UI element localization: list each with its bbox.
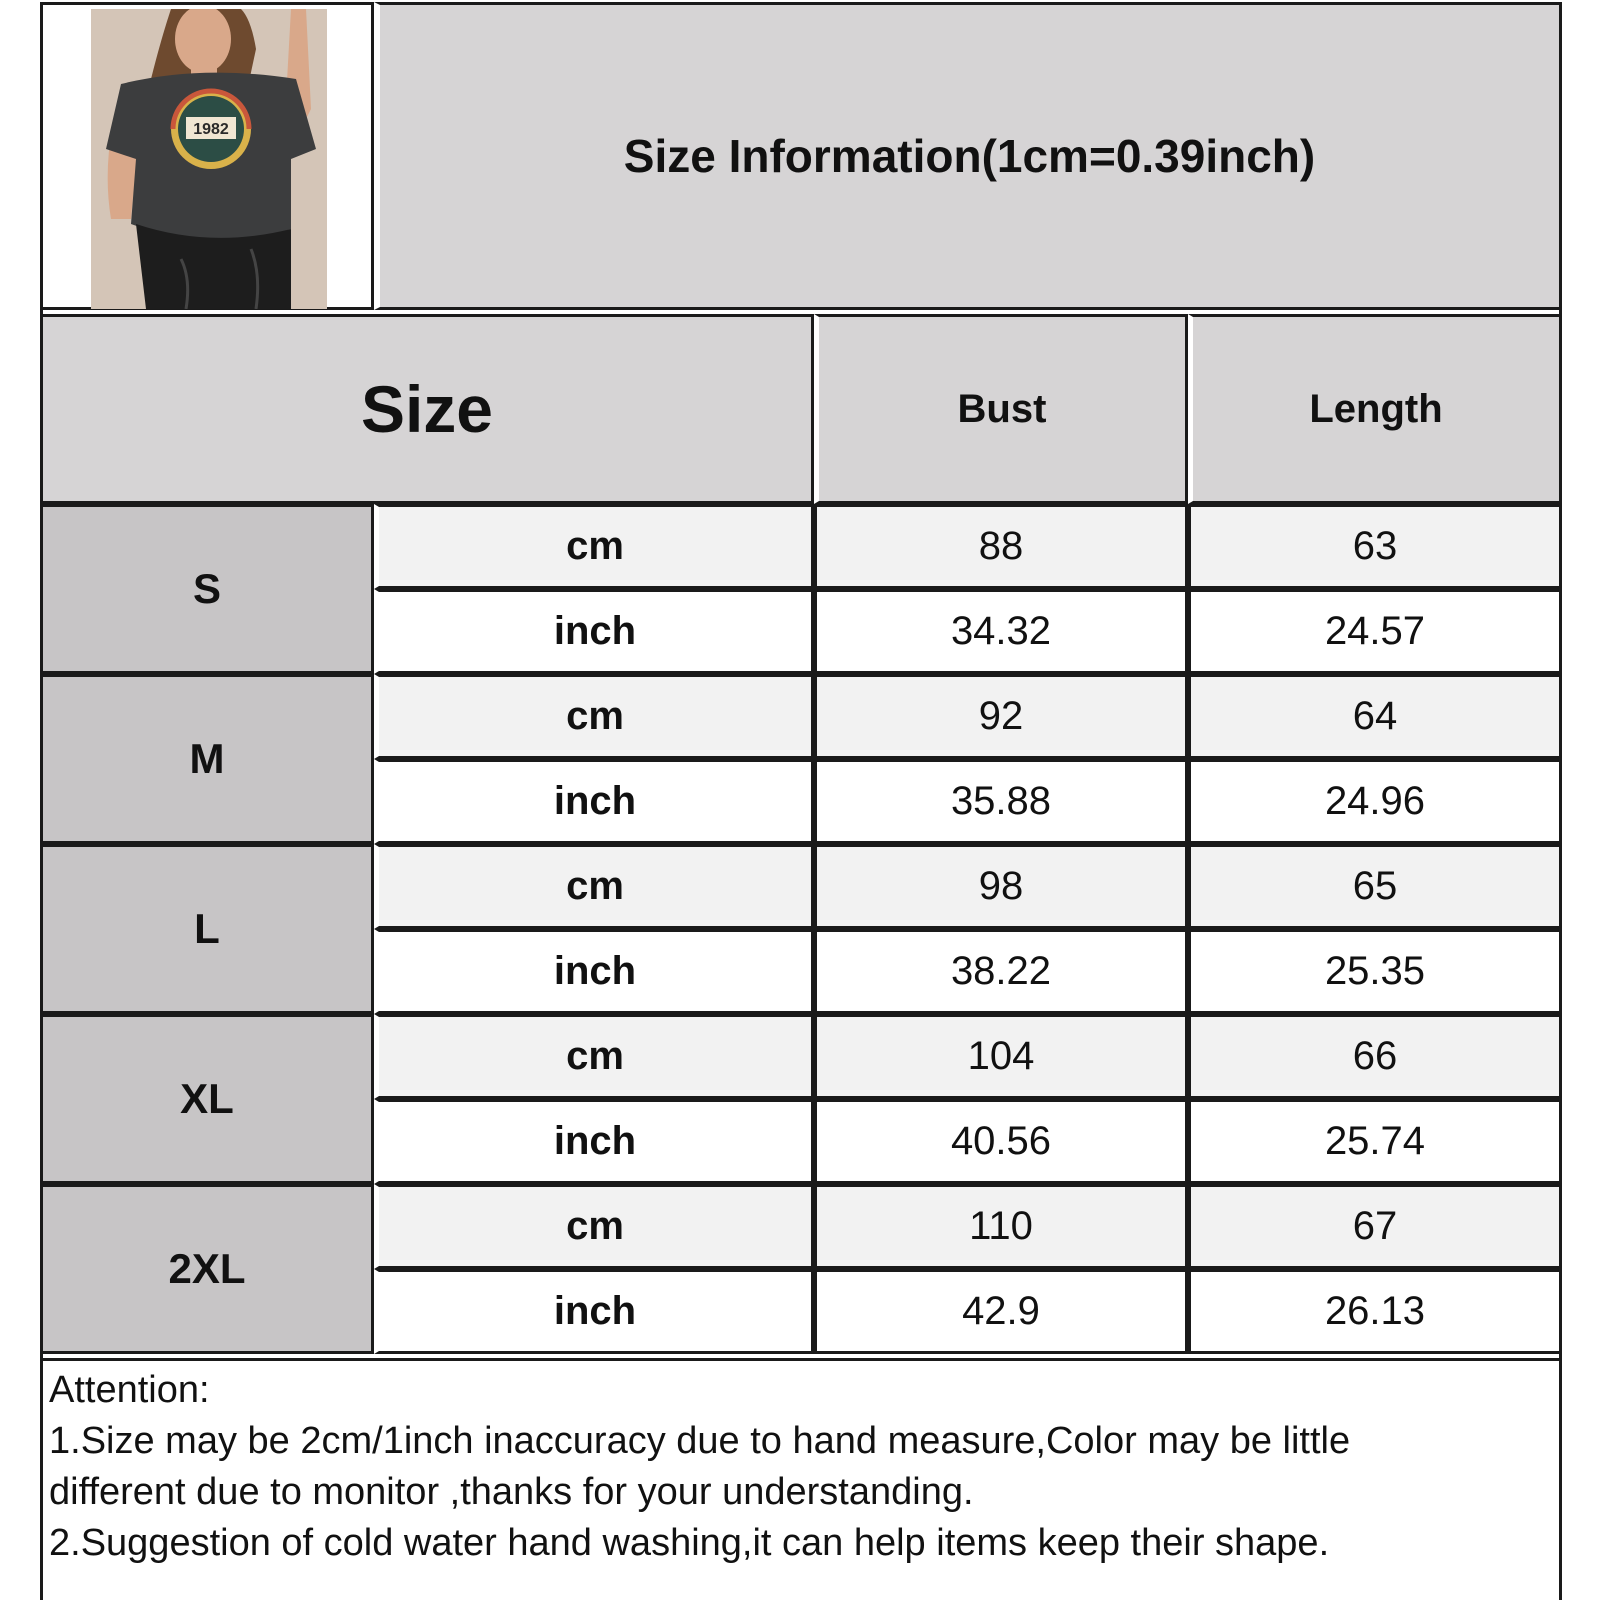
bust-cell: 104 [814, 1014, 1188, 1099]
bust-cell: 98 [814, 844, 1188, 929]
length-cell: 67 [1188, 1184, 1562, 1269]
size-info-title: Size Information(1cm=0.39inch) [623, 130, 1316, 182]
size-label-xl: XL [40, 1014, 374, 1184]
bust-cell: 92 [814, 674, 1188, 759]
model-photo-icon [91, 9, 327, 309]
product-photo-cell [40, 2, 374, 310]
unit-cell: cm [374, 1184, 814, 1269]
bust-cell: 88 [814, 504, 1188, 589]
unit-cell: cm [374, 1014, 814, 1099]
unit-cell: inch [374, 1269, 814, 1354]
title-cell [374, 2, 1562, 310]
length-cell: 24.57 [1188, 589, 1562, 674]
unit-cell: cm [374, 504, 814, 589]
size-label-2xl: 2XL [40, 1184, 374, 1354]
unit-cell: inch [374, 929, 814, 1014]
attention-notes [40, 1358, 1562, 1600]
length-cell: 24.96 [1188, 759, 1562, 844]
length-cell: 65 [1188, 844, 1562, 929]
unit-cell: cm [374, 844, 814, 929]
product-photo [91, 9, 327, 309]
unit-cell: inch [374, 1099, 814, 1184]
length-cell: 25.35 [1188, 929, 1562, 1014]
notes-heading: Attention: [49, 1369, 210, 1411]
size-label-l: L [40, 844, 374, 1014]
size-label-s: S [40, 504, 374, 674]
note-line: 1.Size may be 2cm/1inch inaccuracy due to hand measure,Color may be little [49, 1420, 1351, 1462]
column-header-size: Size [40, 314, 814, 504]
length-cell: 64 [1188, 674, 1562, 759]
bust-cell: 110 [814, 1184, 1188, 1269]
bust-cell: 38.22 [814, 929, 1188, 1014]
column-header-bust: Bust [814, 314, 1188, 504]
unit-cell: cm [374, 674, 814, 759]
bust-cell: 35.88 [814, 759, 1188, 844]
length-cell: 63 [1188, 504, 1562, 589]
bust-cell: 42.9 [814, 1269, 1188, 1354]
note-line: different due to monitor ,thanks for your understanding. [49, 1471, 974, 1513]
note-line: 2.Suggestion of cold water hand washing,it can help items keep their shape. [49, 1522, 1330, 1564]
unit-cell: inch [374, 759, 814, 844]
size-label-m: M [40, 674, 374, 844]
length-cell: 25.74 [1188, 1099, 1562, 1184]
unit-cell: inch [374, 589, 814, 674]
shirt-print-text: 1982 [193, 121, 229, 138]
bust-cell: 34.32 [814, 589, 1188, 674]
column-header-length: Length [1188, 314, 1562, 504]
bust-cell: 40.56 [814, 1099, 1188, 1184]
length-cell: 26.13 [1188, 1269, 1562, 1354]
length-cell: 66 [1188, 1014, 1562, 1099]
